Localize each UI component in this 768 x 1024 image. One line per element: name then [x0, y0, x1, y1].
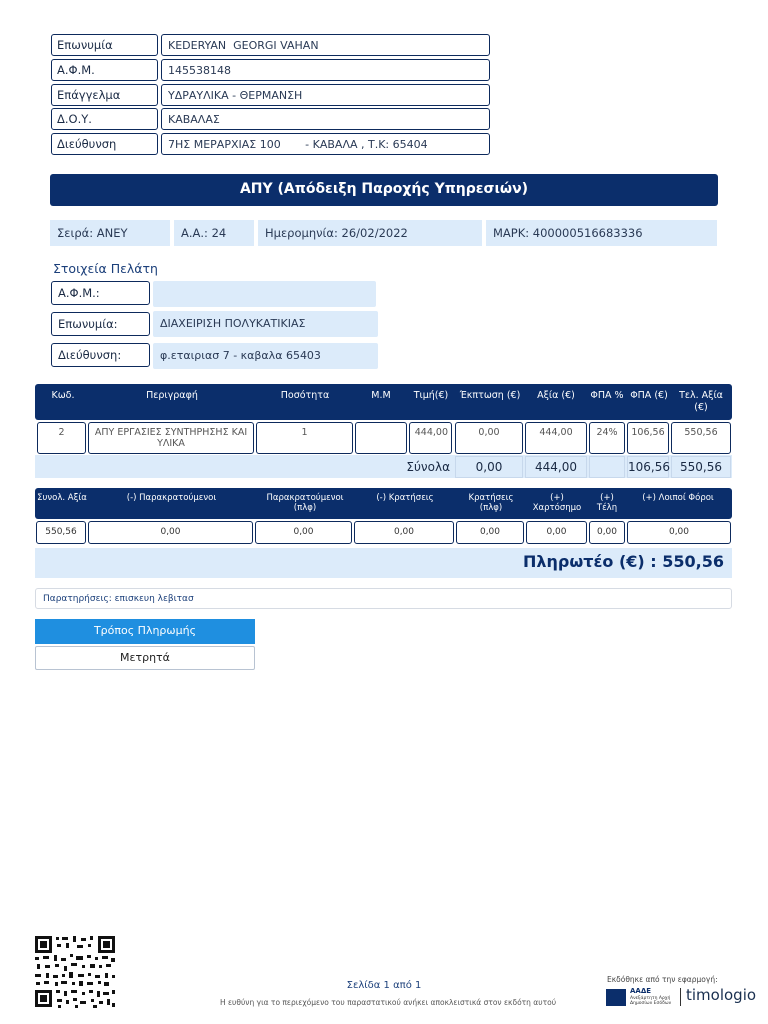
issuer-row-address [51, 133, 490, 155]
issuer-tax-office-value: ΚΑΒΑΛΑΣ [161, 108, 490, 130]
totals-label: Σύνολα [355, 456, 453, 478]
cell-vat-amount: 106,56 [627, 422, 669, 454]
customer-section-title: Στοιχεία Πελάτη [53, 261, 158, 276]
issuer-profession-label: Επάγγελμα [51, 84, 158, 106]
issuer-name-value: KEDERYAN GEORGI VAHAN [161, 34, 490, 56]
page-number: Σελίδα 1 από 1 [346, 980, 422, 991]
cell-vat-pct: 24% [589, 422, 625, 454]
totals-value: 444,00 [525, 456, 587, 478]
notes: Παρατηρήσεις: επισκευη λεβιτασ [35, 588, 732, 609]
cell-quantity: 1 [256, 422, 353, 454]
items-table-header [35, 384, 732, 420]
issuer-afm-value: 145538148 [161, 59, 490, 81]
summary-deductions-plf: 0,00 [456, 521, 524, 544]
issuer-afm-label: Α.Φ.Μ. [51, 59, 158, 81]
doc-mark: ΜΑΡΚ: 400000516683336 [486, 220, 717, 246]
sh-other-taxes: (+) Λοιποί Φόροι [642, 493, 714, 503]
cell-discount: 0,00 [455, 422, 523, 454]
doc-series: Σειρά: ΑΝΕΥ [50, 220, 170, 246]
th-quantity: Ποσότητα [280, 390, 330, 401]
sh-fees: (+) Τέλη [596, 493, 618, 513]
summary-deductions: 0,00 [354, 521, 454, 544]
issuer-row-name [51, 34, 490, 56]
totals-vat-amount: 106,56 [627, 456, 669, 478]
payable-amount: Πληρωτέο (€) : 550,56 [523, 552, 724, 571]
aade-logo-subtitle: Ανεξάρτητη Αρχή Δημοσίων Εσόδων [630, 996, 672, 1006]
cell-unit [355, 422, 407, 454]
payment-method-header: Τρόπος Πληρωμής [35, 619, 255, 644]
totals-final-value: 550,56 [671, 456, 731, 478]
issuer-row-tax-office [51, 108, 490, 130]
aade-logo-icon [606, 989, 626, 1006]
summary-total-value: 550,56 [36, 521, 86, 544]
summary-table-header [35, 488, 732, 519]
doc-date: Ημερομηνία: 26/02/2022 [258, 220, 482, 246]
payment-method-value: Μετρητά [35, 646, 255, 670]
issuer-profession-value: ΥΔΡΑΥΛΙΚΑ - ΘΕΡΜΑΝΣΗ [161, 84, 490, 106]
summary-other-taxes: 0,00 [627, 521, 731, 544]
summary-withheld-plf: 0,00 [255, 521, 352, 544]
cell-code: 2 [37, 422, 86, 454]
issuer-row-profession [51, 84, 490, 106]
issuer-tax-office-label: Δ.Ο.Υ. [51, 108, 158, 130]
sh-deductions: (-) Κρατήσεις [376, 493, 434, 503]
cell-description: ΑΠΥ ΕΡΓΑΣΙΕΣ ΣΥΝΤΗΡΗΣΗΣ ΚΑΙ ΥΛΙΚΑ [88, 422, 254, 454]
totals-vat-pct-empty [589, 456, 625, 478]
sh-withheld: (-) Παρακρατούμενοι [126, 493, 217, 503]
cell-price: 444,00 [409, 422, 452, 454]
issuer-row-afm [51, 59, 490, 81]
payable-box [35, 548, 732, 578]
th-price: Τιμή(€) [413, 390, 449, 401]
th-vat-amount: ΦΠΑ (€) [630, 390, 668, 401]
th-description: Περιγραφή [146, 390, 198, 401]
th-discount: Έκπτωση (€) [459, 390, 521, 401]
sh-deductions-plf: Κρατήσεις (πλφ) [468, 493, 514, 513]
aade-logo-text: ΑΑΔΕ [630, 987, 652, 995]
document-title: ΑΠΥ (Απόδειξη Παροχής Υπηρεσιών) [50, 174, 718, 206]
disclaimer: Η ευθύνη για το περιεχόμενο του παραστατικού ανήκει αποκλειστικά στον εκδότη αυτού [219, 998, 557, 1007]
cell-value: 444,00 [525, 422, 587, 454]
th-final-value: Τελ. Αξία (€) [679, 390, 723, 413]
customer-name-label: Επωνυμία: [51, 312, 150, 336]
summary-fees: 0,00 [589, 521, 625, 544]
customer-address-value: φ.εταιριασ 7 - καβαλα 65403 [153, 343, 378, 369]
summary-stamp: 0,00 [526, 521, 587, 544]
issuer-address-label: Διεύθυνση [51, 133, 158, 155]
issued-by-label: Εκδόθηκε από την εφαρμογή: [607, 975, 718, 984]
cell-final-value: 550,56 [671, 422, 731, 454]
totals-discount: 0,00 [455, 456, 523, 478]
sh-stamp: (+) Χαρτόσημο [532, 493, 582, 513]
logo-separator [680, 988, 681, 1006]
th-code: Κωδ. [51, 390, 75, 401]
summary-withheld: 0,00 [88, 521, 253, 544]
issuer-name-label: Επωνυμία [51, 34, 158, 56]
th-value: Αξία (€) [537, 390, 575, 401]
sh-total-value: Συνολ. Αξία [37, 493, 87, 503]
customer-name-value: ΔΙΑΧΕΙΡΙΣΗ ΠΟΛΥΚΑΤΙΚΙΑΣ [153, 311, 378, 337]
th-vat-pct: ΦΠΑ % [590, 390, 624, 401]
customer-afm-value [153, 281, 376, 307]
customer-address-label: Διεύθυνση: [51, 343, 150, 367]
customer-afm-label: Α.Φ.Μ.: [51, 281, 150, 305]
sh-withheld-plf: Παρακρατούμενοι (πλφ) [266, 493, 344, 513]
th-unit: Μ.Μ [371, 390, 391, 401]
doc-aa: Α.Α.: 24 [174, 220, 254, 246]
issuer-address-value: 7ΗΣ ΜΕΡΑΡΧΙΑΣ 100 - ΚΑΒΑΛΑ , Τ.Κ: 65404 [161, 133, 490, 155]
timologio-logo: timologio [686, 986, 757, 1004]
